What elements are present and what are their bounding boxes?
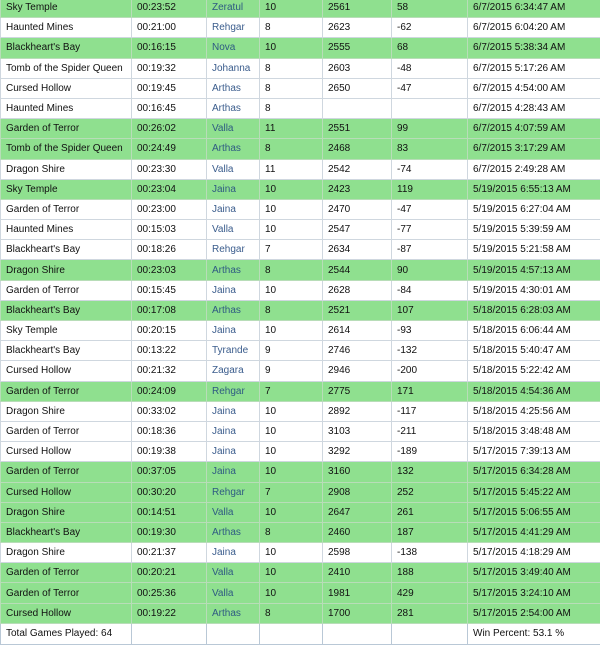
mmr-change-cell: 187: [392, 522, 468, 542]
hero-name-cell: Valla: [207, 502, 260, 522]
hero-name-cell: Arthas: [207, 522, 260, 542]
hero-name-cell: Jaina: [207, 442, 260, 462]
mmr-change-cell: 90: [392, 260, 468, 280]
mmr-cell: 2746: [323, 341, 392, 361]
map-name-cell: Cursed Hollow: [1, 442, 132, 462]
mmr-cell: 3292: [323, 442, 392, 462]
hero-name-cell: Jaina: [207, 543, 260, 563]
table-row[interactable]: [1, 543, 600, 563]
map-name-cell: Garden of Terror: [1, 199, 132, 219]
mmr-change-cell: -138: [392, 543, 468, 563]
mmr-change-cell: -74: [392, 159, 468, 179]
map-name-cell: Cursed Hollow: [1, 603, 132, 623]
hero-level-cell: 7: [260, 240, 323, 260]
game-date-cell: 5/17/2015 5:06:55 AM: [468, 502, 600, 522]
game-length-cell: 00:23:04: [132, 179, 207, 199]
map-name-cell: Haunted Mines: [1, 18, 132, 38]
empty-cell: [207, 623, 260, 644]
hero-name-cell: Rehgar: [207, 240, 260, 260]
game-date-cell: 6/7/2015 4:07:59 AM: [468, 119, 600, 139]
hero-level-cell: 10: [260, 179, 323, 199]
table-row[interactable]: [1, 421, 600, 441]
game-length-cell: 00:26:02: [132, 119, 207, 139]
empty-cell: [132, 623, 207, 644]
game-date-cell: 5/17/2015 4:18:29 AM: [468, 543, 600, 563]
game-date-cell: 5/19/2015 5:21:58 AM: [468, 240, 600, 260]
hero-level-cell: 8: [260, 78, 323, 98]
table-row[interactable]: [1, 462, 600, 482]
game-date-cell: 5/17/2015 4:41:29 AM: [468, 522, 600, 542]
map-name-cell: Cursed Hollow: [1, 361, 132, 381]
game-length-cell: 00:33:02: [132, 401, 207, 421]
game-date-cell: 6/7/2015 4:28:43 AM: [468, 98, 600, 118]
mmr-cell: 2647: [323, 502, 392, 522]
game-date-cell: 5/17/2015 3:49:40 AM: [468, 563, 600, 583]
map-name-cell: Dragon Shire: [1, 159, 132, 179]
mmr-cell: 2460: [323, 522, 392, 542]
game-length-cell: 00:19:30: [132, 522, 207, 542]
game-length-cell: 00:19:45: [132, 78, 207, 98]
game-length-cell: 00:18:36: [132, 421, 207, 441]
mmr-change-cell: -117: [392, 401, 468, 421]
mmr-change-cell: -84: [392, 280, 468, 300]
mmr-change-cell: 188: [392, 563, 468, 583]
map-name-cell: Garden of Terror: [1, 462, 132, 482]
hero-level-cell: 10: [260, 442, 323, 462]
game-date-cell: 6/7/2015 5:38:34 AM: [468, 38, 600, 58]
hero-name-cell: Jaina: [207, 179, 260, 199]
hero-level-cell: 10: [260, 543, 323, 563]
hero-level-cell: 10: [260, 199, 323, 219]
mmr-cell: 2561: [323, 0, 392, 18]
hero-name-cell: Jaina: [207, 321, 260, 341]
hero-name-cell: Arthas: [207, 139, 260, 159]
mmr-cell: 2470: [323, 199, 392, 219]
mmr-cell: 2542: [323, 159, 392, 179]
hero-name-cell: Arthas: [207, 78, 260, 98]
map-name-cell: Tomb of the Spider Queen: [1, 139, 132, 159]
mmr-change-cell: 83: [392, 139, 468, 159]
game-length-cell: 00:21:00: [132, 18, 207, 38]
game-length-cell: 00:20:15: [132, 321, 207, 341]
hero-level-cell: 10: [260, 0, 323, 18]
game-date-cell: 5/18/2015 4:54:36 AM: [468, 381, 600, 401]
table-row[interactable]: [1, 240, 600, 260]
game-length-cell: 00:23:00: [132, 199, 207, 219]
table-row[interactable]: [1, 361, 600, 381]
game-length-cell: 00:13:22: [132, 341, 207, 361]
game-length-cell: 00:24:09: [132, 381, 207, 401]
game-date-cell: 6/7/2015 4:54:00 AM: [468, 78, 600, 98]
map-name-cell: Haunted Mines: [1, 220, 132, 240]
mmr-change-cell: -93: [392, 321, 468, 341]
table-row[interactable]: [1, 522, 600, 542]
game-length-cell: 00:30:20: [132, 482, 207, 502]
table-row[interactable]: [1, 381, 600, 401]
table-row[interactable]: [1, 58, 600, 78]
hero-level-cell: 9: [260, 341, 323, 361]
game-date-cell: 5/19/2015 4:57:13 AM: [468, 260, 600, 280]
empty-cell: [323, 623, 392, 644]
mmr-cell: 1981: [323, 583, 392, 603]
mmr-change-cell: [392, 98, 468, 118]
mmr-change-cell: -77: [392, 220, 468, 240]
game-date-cell: 5/19/2015 6:27:04 AM: [468, 199, 600, 219]
mmr-change-cell: -48: [392, 58, 468, 78]
game-length-cell: 00:19:32: [132, 58, 207, 78]
game-length-cell: 00:25:36: [132, 583, 207, 603]
map-name-cell: Dragon Shire: [1, 260, 132, 280]
hero-level-cell: 10: [260, 280, 323, 300]
game-date-cell: 5/19/2015 4:30:01 AM: [468, 280, 600, 300]
hero-level-cell: 8: [260, 260, 323, 280]
game-date-cell: 5/19/2015 6:55:13 AM: [468, 179, 600, 199]
table-row[interactable]: [1, 139, 600, 159]
hero-level-cell: 8: [260, 603, 323, 623]
hero-name-cell: Arthas: [207, 260, 260, 280]
hero-level-cell: 10: [260, 502, 323, 522]
mmr-cell: 2946: [323, 361, 392, 381]
mmr-cell: 2544: [323, 260, 392, 280]
hero-name-cell: Jaina: [207, 421, 260, 441]
mmr-cell: 2628: [323, 280, 392, 300]
table-row[interactable]: [1, 482, 600, 502]
mmr-cell: 2623: [323, 18, 392, 38]
game-length-cell: 00:23:30: [132, 159, 207, 179]
hero-level-cell: 7: [260, 381, 323, 401]
game-date-cell: 5/19/2015 5:39:59 AM: [468, 220, 600, 240]
game-date-cell: 5/18/2015 6:06:44 AM: [468, 321, 600, 341]
mmr-change-cell: 429: [392, 583, 468, 603]
mmr-change-cell: -211: [392, 421, 468, 441]
table-row[interactable]: [1, 119, 600, 139]
table-row[interactable]: [1, 0, 600, 18]
table-row[interactable]: [1, 300, 600, 320]
mmr-cell: 2634: [323, 240, 392, 260]
hero-name-cell: Nova: [207, 38, 260, 58]
game-length-cell: 00:21:37: [132, 543, 207, 563]
mmr-change-cell: 132: [392, 462, 468, 482]
hero-name-cell: Valla: [207, 119, 260, 139]
mmr-change-cell: 261: [392, 502, 468, 522]
map-name-cell: Haunted Mines: [1, 98, 132, 118]
map-name-cell: Cursed Hollow: [1, 482, 132, 502]
map-name-cell: Blackheart's Bay: [1, 38, 132, 58]
game-date-cell: 6/7/2015 6:04:20 AM: [468, 18, 600, 38]
game-date-cell: 5/18/2015 3:48:48 AM: [468, 421, 600, 441]
mmr-change-cell: 119: [392, 179, 468, 199]
mmr-change-cell: 68: [392, 38, 468, 58]
hero-level-cell: 10: [260, 401, 323, 421]
mmr-change-cell: -132: [392, 341, 468, 361]
mmr-change-cell: -200: [392, 361, 468, 381]
map-name-cell: Sky Temple: [1, 179, 132, 199]
map-name-cell: Garden of Terror: [1, 381, 132, 401]
map-name-cell: Sky Temple: [1, 0, 132, 18]
hero-name-cell: Jaina: [207, 280, 260, 300]
empty-cell: [392, 623, 468, 644]
hero-level-cell: 8: [260, 18, 323, 38]
game-length-cell: 00:16:45: [132, 98, 207, 118]
hero-name-cell: Valla: [207, 159, 260, 179]
mmr-change-cell: 171: [392, 381, 468, 401]
mmr-cell: 2423: [323, 179, 392, 199]
game-length-cell: 00:15:45: [132, 280, 207, 300]
hero-level-cell: 10: [260, 462, 323, 482]
map-name-cell: Cursed Hollow: [1, 78, 132, 98]
table-row[interactable]: [1, 78, 600, 98]
hero-level-cell: 11: [260, 159, 323, 179]
game-length-cell: 00:37:05: [132, 462, 207, 482]
hero-name-cell: Tyrande: [207, 341, 260, 361]
hero-name-cell: Jaina: [207, 401, 260, 421]
game-length-cell: 00:23:52: [132, 0, 207, 18]
game-length-cell: 00:20:21: [132, 563, 207, 583]
map-name-cell: Blackheart's Bay: [1, 522, 132, 542]
mmr-cell: 2521: [323, 300, 392, 320]
game-date-cell: 6/7/2015 5:17:26 AM: [468, 58, 600, 78]
hero-name-cell: Rehgar: [207, 381, 260, 401]
mmr-change-cell: 99: [392, 119, 468, 139]
summary-row: [1, 623, 600, 644]
mmr-cell: 2650: [323, 78, 392, 98]
game-length-cell: 00:19:38: [132, 442, 207, 462]
mmr-cell: [323, 98, 392, 118]
map-name-cell: Dragon Shire: [1, 401, 132, 421]
hero-name-cell: Valla: [207, 220, 260, 240]
table-row[interactable]: [1, 583, 600, 603]
game-length-cell: 00:16:15: [132, 38, 207, 58]
game-date-cell: 5/17/2015 6:34:28 AM: [468, 462, 600, 482]
mmr-cell: 2410: [323, 563, 392, 583]
map-name-cell: Garden of Terror: [1, 583, 132, 603]
mmr-change-cell: -87: [392, 240, 468, 260]
win-percent: Win Percent: 53.1 %: [468, 623, 600, 644]
mmr-cell: 2775: [323, 381, 392, 401]
map-name-cell: Garden of Terror: [1, 280, 132, 300]
hero-level-cell: 7: [260, 482, 323, 502]
map-name-cell: Tomb of the Spider Queen: [1, 58, 132, 78]
hero-level-cell: 8: [260, 139, 323, 159]
map-name-cell: Sky Temple: [1, 321, 132, 341]
hero-name-cell: Valla: [207, 583, 260, 603]
table-row[interactable]: [1, 199, 600, 219]
mmr-cell: 3103: [323, 421, 392, 441]
hero-level-cell: 10: [260, 321, 323, 341]
hero-name-cell: Valla: [207, 563, 260, 583]
hero-name-cell: Arthas: [207, 603, 260, 623]
hero-name-cell: Rehgar: [207, 482, 260, 502]
game-length-cell: 00:23:03: [132, 260, 207, 280]
hero-level-cell: 10: [260, 38, 323, 58]
mmr-cell: 2555: [323, 38, 392, 58]
hero-name-cell: Arthas: [207, 98, 260, 118]
table-row[interactable]: [1, 98, 600, 118]
total-games-played: Total Games Played: 64: [1, 623, 132, 644]
hero-level-cell: 8: [260, 98, 323, 118]
hero-level-cell: 10: [260, 563, 323, 583]
map-name-cell: Blackheart's Bay: [1, 300, 132, 320]
hero-name-cell: Jaina: [207, 199, 260, 219]
map-name-cell: Garden of Terror: [1, 119, 132, 139]
game-length-cell: 00:14:51: [132, 502, 207, 522]
map-name-cell: Blackheart's Bay: [1, 341, 132, 361]
mmr-cell: 2603: [323, 58, 392, 78]
hero-level-cell: 9: [260, 361, 323, 381]
game-date-cell: 5/17/2015 3:24:10 AM: [468, 583, 600, 603]
game-length-cell: 00:18:26: [132, 240, 207, 260]
table-row[interactable]: [1, 502, 600, 522]
hero-level-cell: 10: [260, 220, 323, 240]
game-length-cell: 00:17:08: [132, 300, 207, 320]
table-row[interactable]: [1, 18, 600, 38]
hero-level-cell: 8: [260, 58, 323, 78]
mmr-change-cell: 281: [392, 603, 468, 623]
mmr-cell: 2468: [323, 139, 392, 159]
game-date-cell: 5/17/2015 2:54:00 AM: [468, 603, 600, 623]
table-row[interactable]: [1, 220, 600, 240]
table-row[interactable]: [1, 179, 600, 199]
hero-level-cell: 10: [260, 583, 323, 603]
mmr-change-cell: 107: [392, 300, 468, 320]
mmr-cell: 2598: [323, 543, 392, 563]
map-name-cell: Dragon Shire: [1, 543, 132, 563]
mmr-change-cell: 58: [392, 0, 468, 18]
game-length-cell: 00:21:32: [132, 361, 207, 381]
game-date-cell: 6/7/2015 2:49:28 AM: [468, 159, 600, 179]
mmr-change-cell: -62: [392, 18, 468, 38]
hero-level-cell: 8: [260, 300, 323, 320]
hero-name-cell: Johanna: [207, 58, 260, 78]
hero-name-cell: Rehgar: [207, 18, 260, 38]
game-length-cell: 00:15:03: [132, 220, 207, 240]
game-date-cell: 5/17/2015 5:45:22 AM: [468, 482, 600, 502]
mmr-cell: 2547: [323, 220, 392, 240]
hero-name-cell: Zeratul: [207, 0, 260, 18]
hero-level-cell: 8: [260, 522, 323, 542]
game-length-cell: 00:19:22: [132, 603, 207, 623]
mmr-cell: 1700: [323, 603, 392, 623]
hero-name-cell: Arthas: [207, 300, 260, 320]
hero-level-cell: 10: [260, 421, 323, 441]
table-row[interactable]: [1, 38, 600, 58]
mmr-change-cell: -47: [392, 199, 468, 219]
table-row[interactable]: [1, 159, 600, 179]
table-row[interactable]: [1, 401, 600, 421]
table-row[interactable]: [1, 341, 600, 361]
game-date-cell: 6/7/2015 3:17:29 AM: [468, 139, 600, 159]
hero-name-cell: Jaina: [207, 462, 260, 482]
mmr-change-cell: -47: [392, 78, 468, 98]
mmr-cell: 2892: [323, 401, 392, 421]
hero-name-cell: Zagara: [207, 361, 260, 381]
game-date-cell: 5/18/2015 6:28:03 AM: [468, 300, 600, 320]
mmr-change-cell: -189: [392, 442, 468, 462]
game-date-cell: 5/18/2015 5:22:42 AM: [468, 361, 600, 381]
game-date-cell: 5/18/2015 4:25:56 AM: [468, 401, 600, 421]
map-name-cell: Garden of Terror: [1, 421, 132, 441]
map-name-cell: Blackheart's Bay: [1, 240, 132, 260]
table-row[interactable]: [1, 563, 600, 583]
empty-cell: [260, 623, 323, 644]
mmr-cell: 2614: [323, 321, 392, 341]
match-history-body: [1, 0, 600, 623]
mmr-cell: 2908: [323, 482, 392, 502]
map-name-cell: Garden of Terror: [1, 563, 132, 583]
game-date-cell: 5/17/2015 7:39:13 AM: [468, 442, 600, 462]
game-length-cell: 00:24:49: [132, 139, 207, 159]
game-date-cell: 6/7/2015 6:34:47 AM: [468, 0, 600, 18]
mmr-change-cell: 252: [392, 482, 468, 502]
table-row[interactable]: [1, 260, 600, 280]
table-row[interactable]: [1, 603, 600, 623]
table-row[interactable]: [1, 321, 600, 341]
mmr-cell: 3160: [323, 462, 392, 482]
map-name-cell: Dragon Shire: [1, 502, 132, 522]
mmr-cell: 2551: [323, 119, 392, 139]
table-row[interactable]: [1, 442, 600, 462]
table-row[interactable]: [1, 280, 600, 300]
hero-level-cell: 11: [260, 119, 323, 139]
game-date-cell: 5/18/2015 5:40:47 AM: [468, 341, 600, 361]
